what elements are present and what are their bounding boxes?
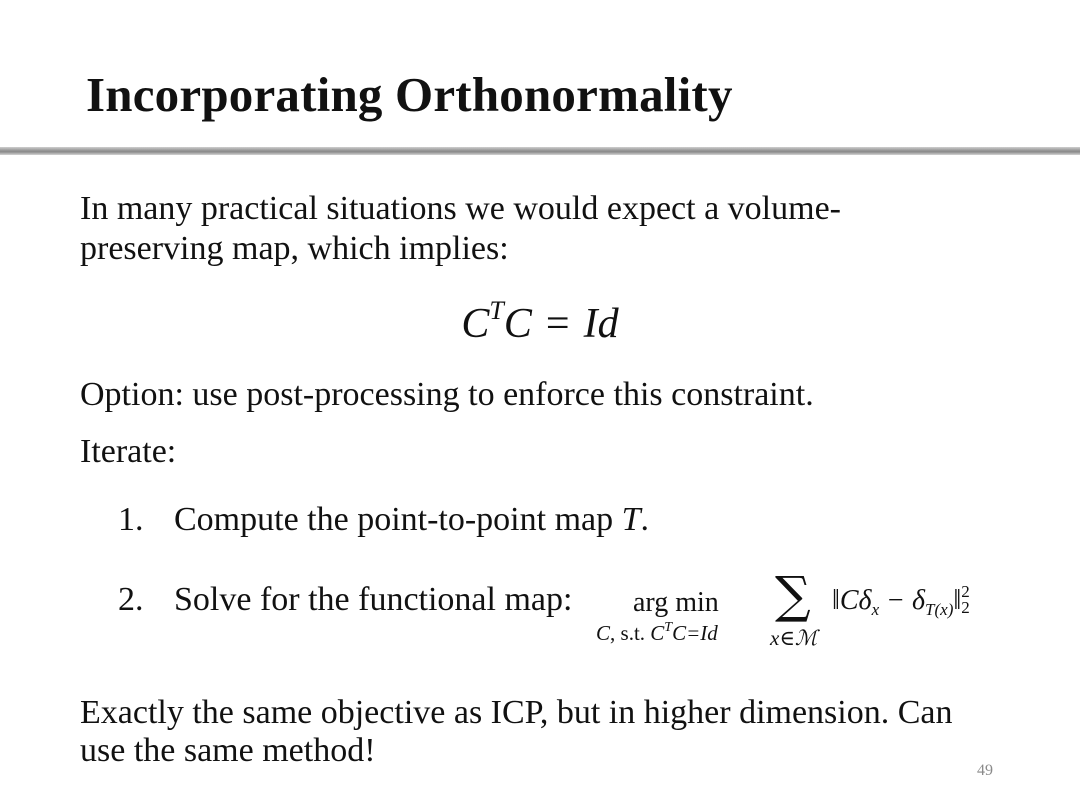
constraint-c: C [650, 621, 665, 645]
argmin-constraint [596, 620, 718, 646]
page-number: 49 [977, 762, 993, 779]
step-1-tail: . [640, 501, 650, 538]
norm-minus: − δ [879, 585, 926, 616]
constraint-sup: T [664, 620, 673, 635]
step-1-body: Compute the point-to-point map [174, 501, 622, 538]
equation-lhs-tail: C [503, 301, 532, 347]
equation-lhs-sup: T [489, 296, 504, 325]
sum-symbol: ∑ [775, 566, 811, 624]
constraint-var: C [596, 621, 611, 645]
display-equation [0, 296, 1080, 348]
equation-operator: = [545, 301, 570, 347]
delta-t-sub: T(x) [925, 600, 954, 619]
intro-line-1: In many practical situations we would expect a volume- [80, 190, 841, 227]
intro-line-2: preserving map, which implies: [80, 230, 509, 267]
delta-x-sub: x [871, 600, 880, 619]
slide-title: Incorporating Orthonormality [86, 67, 733, 122]
norm-subscript: 2 [961, 598, 970, 617]
title-divider [0, 147, 1080, 155]
option-text: Option: use post-processing to enforce this constraint. [80, 376, 814, 413]
argmin-operator: arg min [633, 587, 719, 618]
step-1-text [174, 501, 649, 539]
step-2-number: 2. [118, 581, 144, 618]
norm-open: ‖Cδ [832, 585, 872, 616]
norm-close: ‖ [953, 585, 962, 616]
equation-lhs-base: C [461, 301, 490, 347]
norm-scripts [961, 584, 970, 616]
conclusion-line-1: Exactly the same objective as ICP, but in higher dimension. Can [80, 694, 953, 731]
conclusion-line-2: use the same method! [80, 732, 376, 769]
step-1-number: 1. [118, 501, 144, 538]
step-2-text: Solve for the functional map: [174, 581, 573, 618]
step-1-map-symbol: T [621, 501, 641, 538]
norm-expression [832, 584, 970, 620]
constraint-rest: C=Id [672, 621, 718, 645]
sum-index: x∈ℳ [770, 626, 818, 650]
norm-exponent: 2 [961, 582, 970, 601]
constraint-st: , s.t. [610, 621, 651, 645]
equation-rhs: Id [583, 301, 619, 347]
iterate-label: Iterate: [80, 433, 177, 470]
